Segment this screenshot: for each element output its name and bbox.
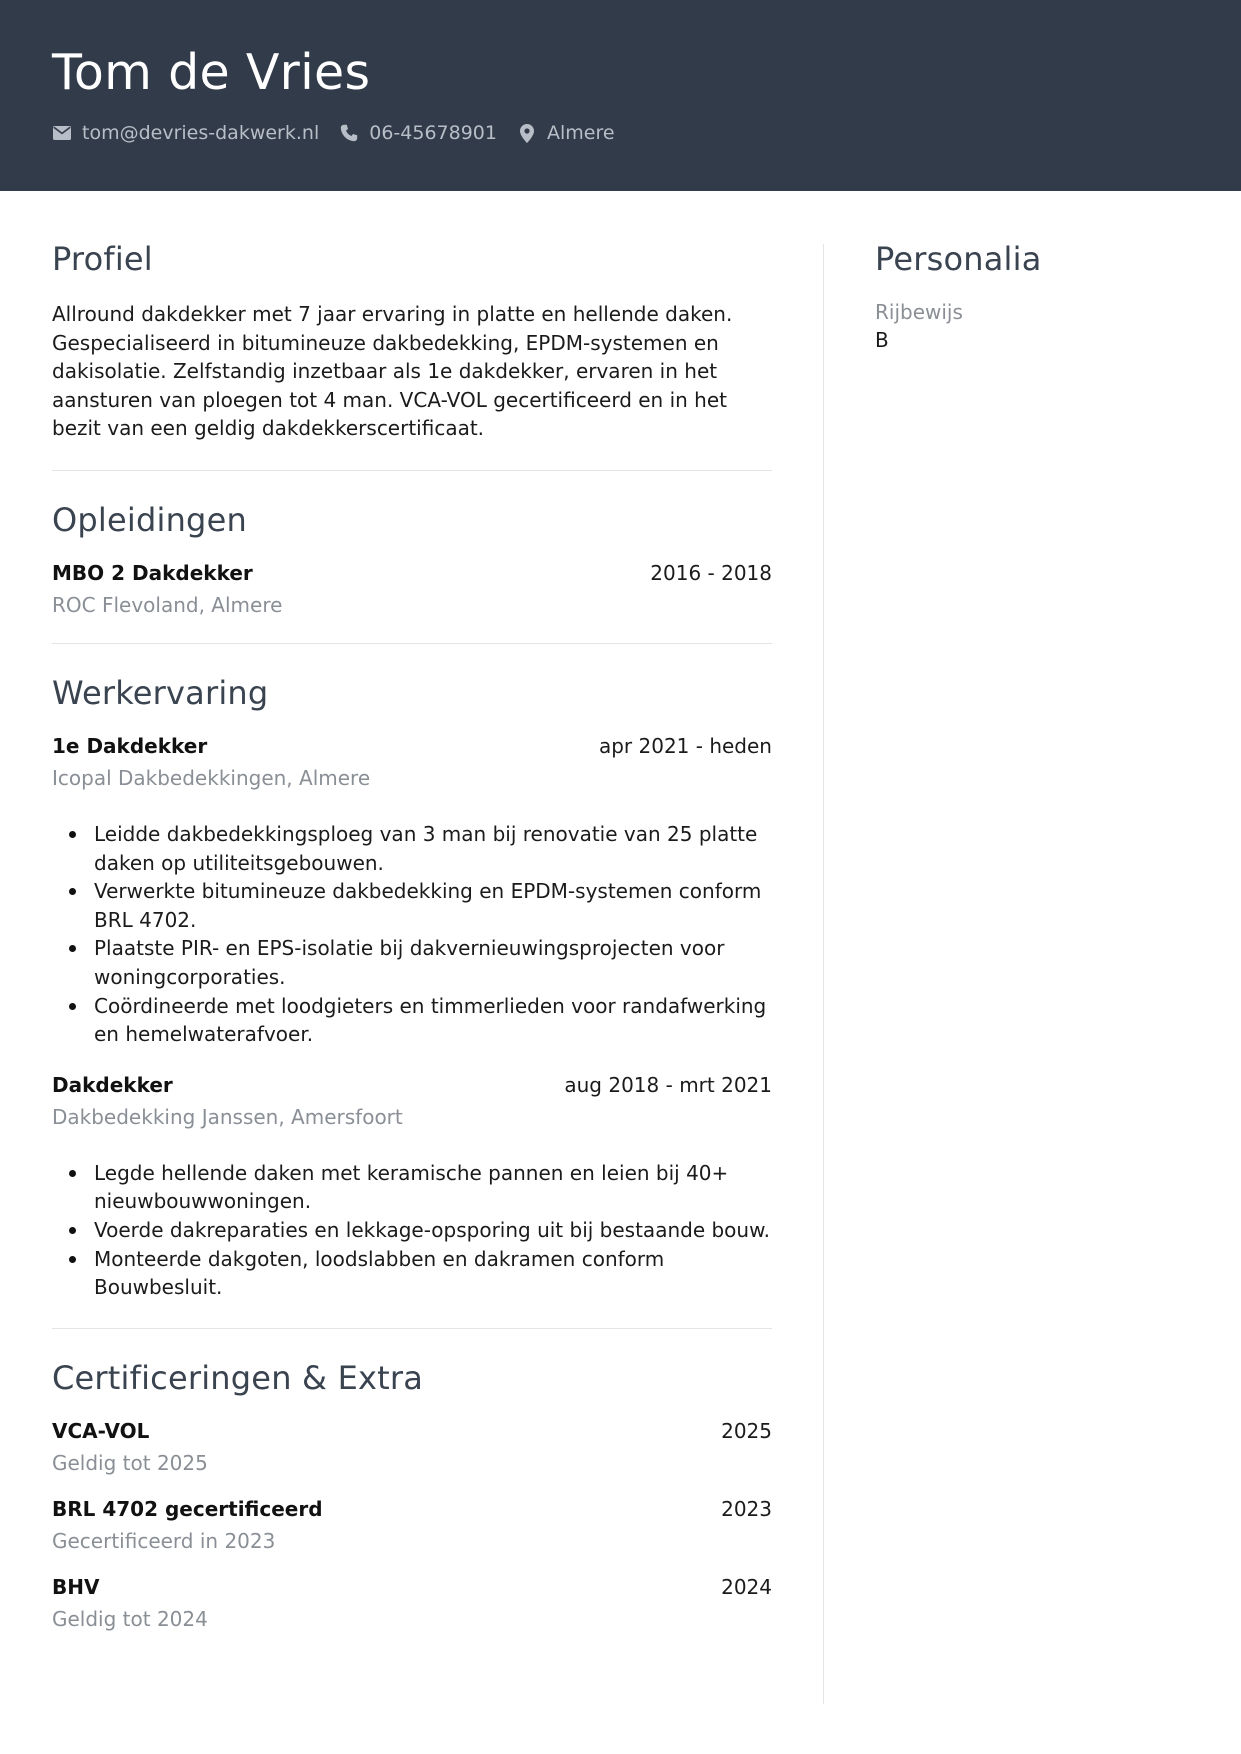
experience-entry (52, 734, 772, 1049)
bullet-item: Legde hellende daken met keramische pannen en leien bij 40+ nieuwbouwwoningen. (94, 1159, 772, 1216)
bullet-item: Monteerde dakgoten, loodslabben en dakramen conform Bouwbesluit. (94, 1245, 772, 1302)
contact-location (517, 122, 615, 144)
drivers-license-value: B (875, 328, 889, 352)
entry-subtitle: Dakbedekking Janssen, Amersfoort (52, 1104, 403, 1129)
entry-subtitle: Geldig tot 2024 (52, 1606, 208, 1631)
certifications-title: Certificeringen & Extra (52, 1358, 424, 1397)
section-divider (52, 1328, 772, 1329)
candidate-name: Tom de Vries (52, 44, 371, 101)
phone-text: 06-45678901 (369, 122, 497, 144)
entry-date: 2025 (721, 1418, 772, 1443)
drivers-license-label: Rijbewijs (875, 300, 963, 324)
entry-date: apr 2021 - heden (598, 733, 772, 758)
experience-title: Werkervaring (52, 673, 269, 712)
entry-date: 2024 (721, 1574, 772, 1599)
entry-title: BRL 4702 gecertificeerd (52, 1496, 323, 1521)
entry-title: Dakdekker (52, 1072, 173, 1097)
entry-title: BHV (52, 1574, 100, 1599)
certification-entry (52, 1575, 772, 1631)
bullet-item: Verwerkte bitumineuze dakbedekking en EPDM-systemen conform BRL 4702. (94, 877, 772, 934)
section-divider (52, 643, 772, 644)
certifications-section (52, 1359, 772, 1631)
experience-section (52, 674, 772, 1302)
education-section (52, 501, 772, 617)
entry-subtitle: Geldig tot 2025 (52, 1450, 208, 1475)
entry-title: 1e Dakdekker (52, 733, 208, 758)
entry-title: VCA-VOL (52, 1418, 150, 1443)
bullet-item: Voerde dakreparaties en lekkage-opsporing uit bij bestaande bouw. (94, 1216, 772, 1245)
profile-section (52, 240, 772, 443)
map-pin-icon (517, 123, 537, 143)
bullet-item: Plaatste PIR- en EPS-isolatie bij dakvernieuwingsprojecten voor woningcorporaties. (94, 934, 772, 991)
certification-entry (52, 1419, 772, 1475)
profile-text: Allround dakdekker met 7 jaar ervaring in platte en hellende daken. Gespecialiseerd in bitumineuze dakbedekking, EPDM-systemen en dakisolatie. Zelfstandig inzetbaar als 1e dakdekker, ervaren in het aansturen van ploegen tot 4 man. VCA-VOL gecertificeerd en in het bezit van een geldig dakdekkerscertificaat. (52, 302, 733, 441)
column-divider (823, 244, 824, 1704)
location-text: Almere (546, 122, 615, 144)
phone-icon (339, 123, 359, 143)
certification-entry (52, 1497, 772, 1553)
profile-title: Profiel (52, 240, 153, 278)
personal-title: Personalia (875, 240, 1042, 278)
envelope-icon (52, 123, 72, 143)
education-entry (52, 561, 772, 617)
bullet-list (52, 1159, 772, 1302)
entry-title: MBO 2 Dakdekker (52, 560, 253, 585)
bullet-item: Coördineerde met loodgieters en timmerlieden voor randafwerking en hemelwaterafvoer. (94, 992, 772, 1049)
education-title: Opleidingen (52, 500, 247, 539)
resume-header (0, 0, 1241, 191)
entry-date: aug 2018 - mrt 2021 (564, 1072, 772, 1097)
main-column (52, 240, 772, 1631)
email-text: tom@devries-dakwerk.nl (82, 122, 320, 144)
entry-date: 2023 (721, 1496, 772, 1521)
entry-date: 2016 - 2018 (650, 560, 772, 585)
contact-phone[interactable] (339, 122, 497, 144)
entry-subtitle: ROC Flevoland, Almere (52, 592, 283, 617)
entry-subtitle: Icopal Dakbedekkingen, Almere (52, 765, 371, 790)
bullet-item: Leidde dakbedekkingsploeg van 3 man bij renovatie van 25 platte daken op utiliteitsgebouwen. (94, 820, 772, 877)
side-column (875, 240, 1195, 352)
contact-email[interactable] (52, 122, 319, 144)
entry-subtitle: Gecertificeerd in 2023 (52, 1528, 276, 1553)
section-divider (52, 470, 772, 471)
bullet-list (52, 820, 772, 1049)
experience-entry (52, 1073, 772, 1302)
contact-bar (52, 122, 635, 144)
